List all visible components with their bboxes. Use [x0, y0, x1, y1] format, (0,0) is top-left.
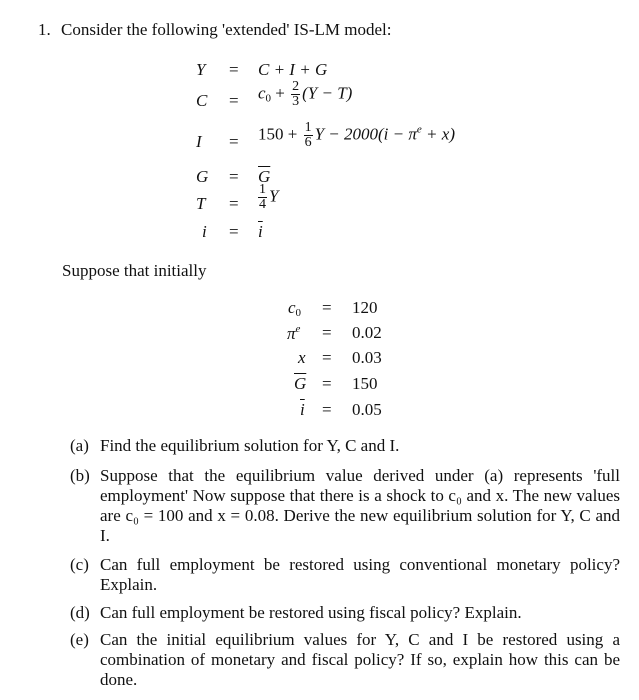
eq-C-equals: = [229, 91, 239, 110]
eq-C-plus: + [271, 83, 290, 103]
eq-Y-lhs: Y [196, 60, 206, 79]
eq-C-frac-den: 3 [292, 94, 300, 109]
init-i-value: 0.05 [352, 400, 382, 419]
eq-C-post: (Y − T) [302, 83, 353, 103]
init-G-equals: = [322, 374, 332, 393]
init-G-value: 150 [352, 374, 378, 393]
eq-T-frac-num: 1 [259, 182, 266, 197]
question-label: (e) [70, 630, 89, 649]
eq-I-sup: e [416, 123, 422, 136]
eq-C-fraction [291, 80, 300, 109]
eq-I-frac-den: 6 [304, 135, 312, 150]
init-pie-sup: e [295, 323, 301, 335]
eq-T-post: Y [269, 186, 279, 206]
question-text: Can full employment be restored using conventional monetary policy? Explain. [100, 555, 620, 594]
eq-C-lhs: C [196, 91, 208, 110]
eq-G-equals: = [229, 167, 239, 186]
problem-number: 1. [38, 20, 51, 39]
problem-intro: Consider the following 'extended' IS-LM model: [61, 20, 392, 39]
init-i-equals: = [322, 400, 332, 419]
init-c0-symbol [288, 298, 301, 319]
eq-I-end: + x) [421, 124, 455, 144]
question-text: Can full employment be restored using fiscal policy? Explain. [100, 603, 522, 622]
question-label: (a) [70, 436, 89, 455]
eq-Y-rhs: C + I + G [258, 60, 328, 79]
init-x-equals: = [322, 348, 332, 367]
eq-T-lhs: T [196, 194, 206, 213]
init-pie-pi: π [287, 324, 296, 343]
eq-I-rhs [258, 121, 455, 150]
eq-C-sub: 0 [265, 92, 272, 105]
init-x-symbol: x [298, 348, 306, 367]
init-G-symbol: $\overline{G}$ [294, 374, 307, 393]
eq-i-rhs: $\overline{i}$ [258, 222, 263, 241]
init-c0-sub: 0 [295, 307, 302, 319]
eq-I-post: Y − 2000(i − π [314, 124, 417, 144]
eq-I-equals: = [229, 132, 239, 151]
eq-G-rhs: $\overline{G}$ [258, 167, 271, 186]
question-text: Suppose that the equilibrium value derived under (a) represents 'full employment' Now suppose that there is a shock to c₀ and x. The new values are c₀ = 100 and x = 0.08. Derive the new equilibrium solution for Y, C and I. [100, 466, 620, 545]
eq-I-frac-num: 1 [304, 120, 312, 135]
init-pie-equals: = [322, 323, 332, 342]
init-c0-c: c [288, 298, 296, 317]
question-text: Find the equilibrium solution for Y, C and I. [100, 436, 400, 455]
eq-G-lhs: G [196, 167, 209, 186]
question-label: (c) [70, 555, 89, 574]
init-x-value: 0.03 [352, 348, 382, 367]
init-pie-symbol [287, 323, 300, 344]
eq-C-frac-num: 2 [292, 79, 300, 94]
question-label: (b) [70, 466, 90, 485]
eq-C-rhs [258, 80, 352, 109]
problem-header [38, 20, 392, 40]
eq-Y-equals: = [229, 60, 239, 79]
question-label: (d) [70, 603, 90, 622]
eq-T-equals: = [229, 194, 239, 213]
init-c0-equals: = [322, 298, 332, 317]
eq-I-pre: 150 + [258, 124, 302, 144]
eq-i-equals: = [229, 222, 239, 241]
initially-text: Suppose that initially [62, 261, 207, 280]
eq-i-lhs: i [202, 222, 207, 241]
init-pie-value: 0.02 [352, 323, 382, 342]
question-text: Can the initial equilibrium values for Y, C and I be restored using a combination of monetary and fiscal policy? If so, explain how this can be done. [100, 630, 620, 689]
init-i-symbol: $\overline{i}$ [300, 400, 305, 419]
eq-T-rhs [256, 183, 278, 212]
eq-T-fraction [258, 183, 267, 212]
eq-I-lhs: I [196, 132, 202, 151]
eq-T-frac-den: 4 [259, 197, 266, 212]
eq-I-fraction [304, 121, 313, 150]
eq-C-c: c [258, 83, 266, 103]
init-c0-value: 120 [352, 298, 378, 317]
